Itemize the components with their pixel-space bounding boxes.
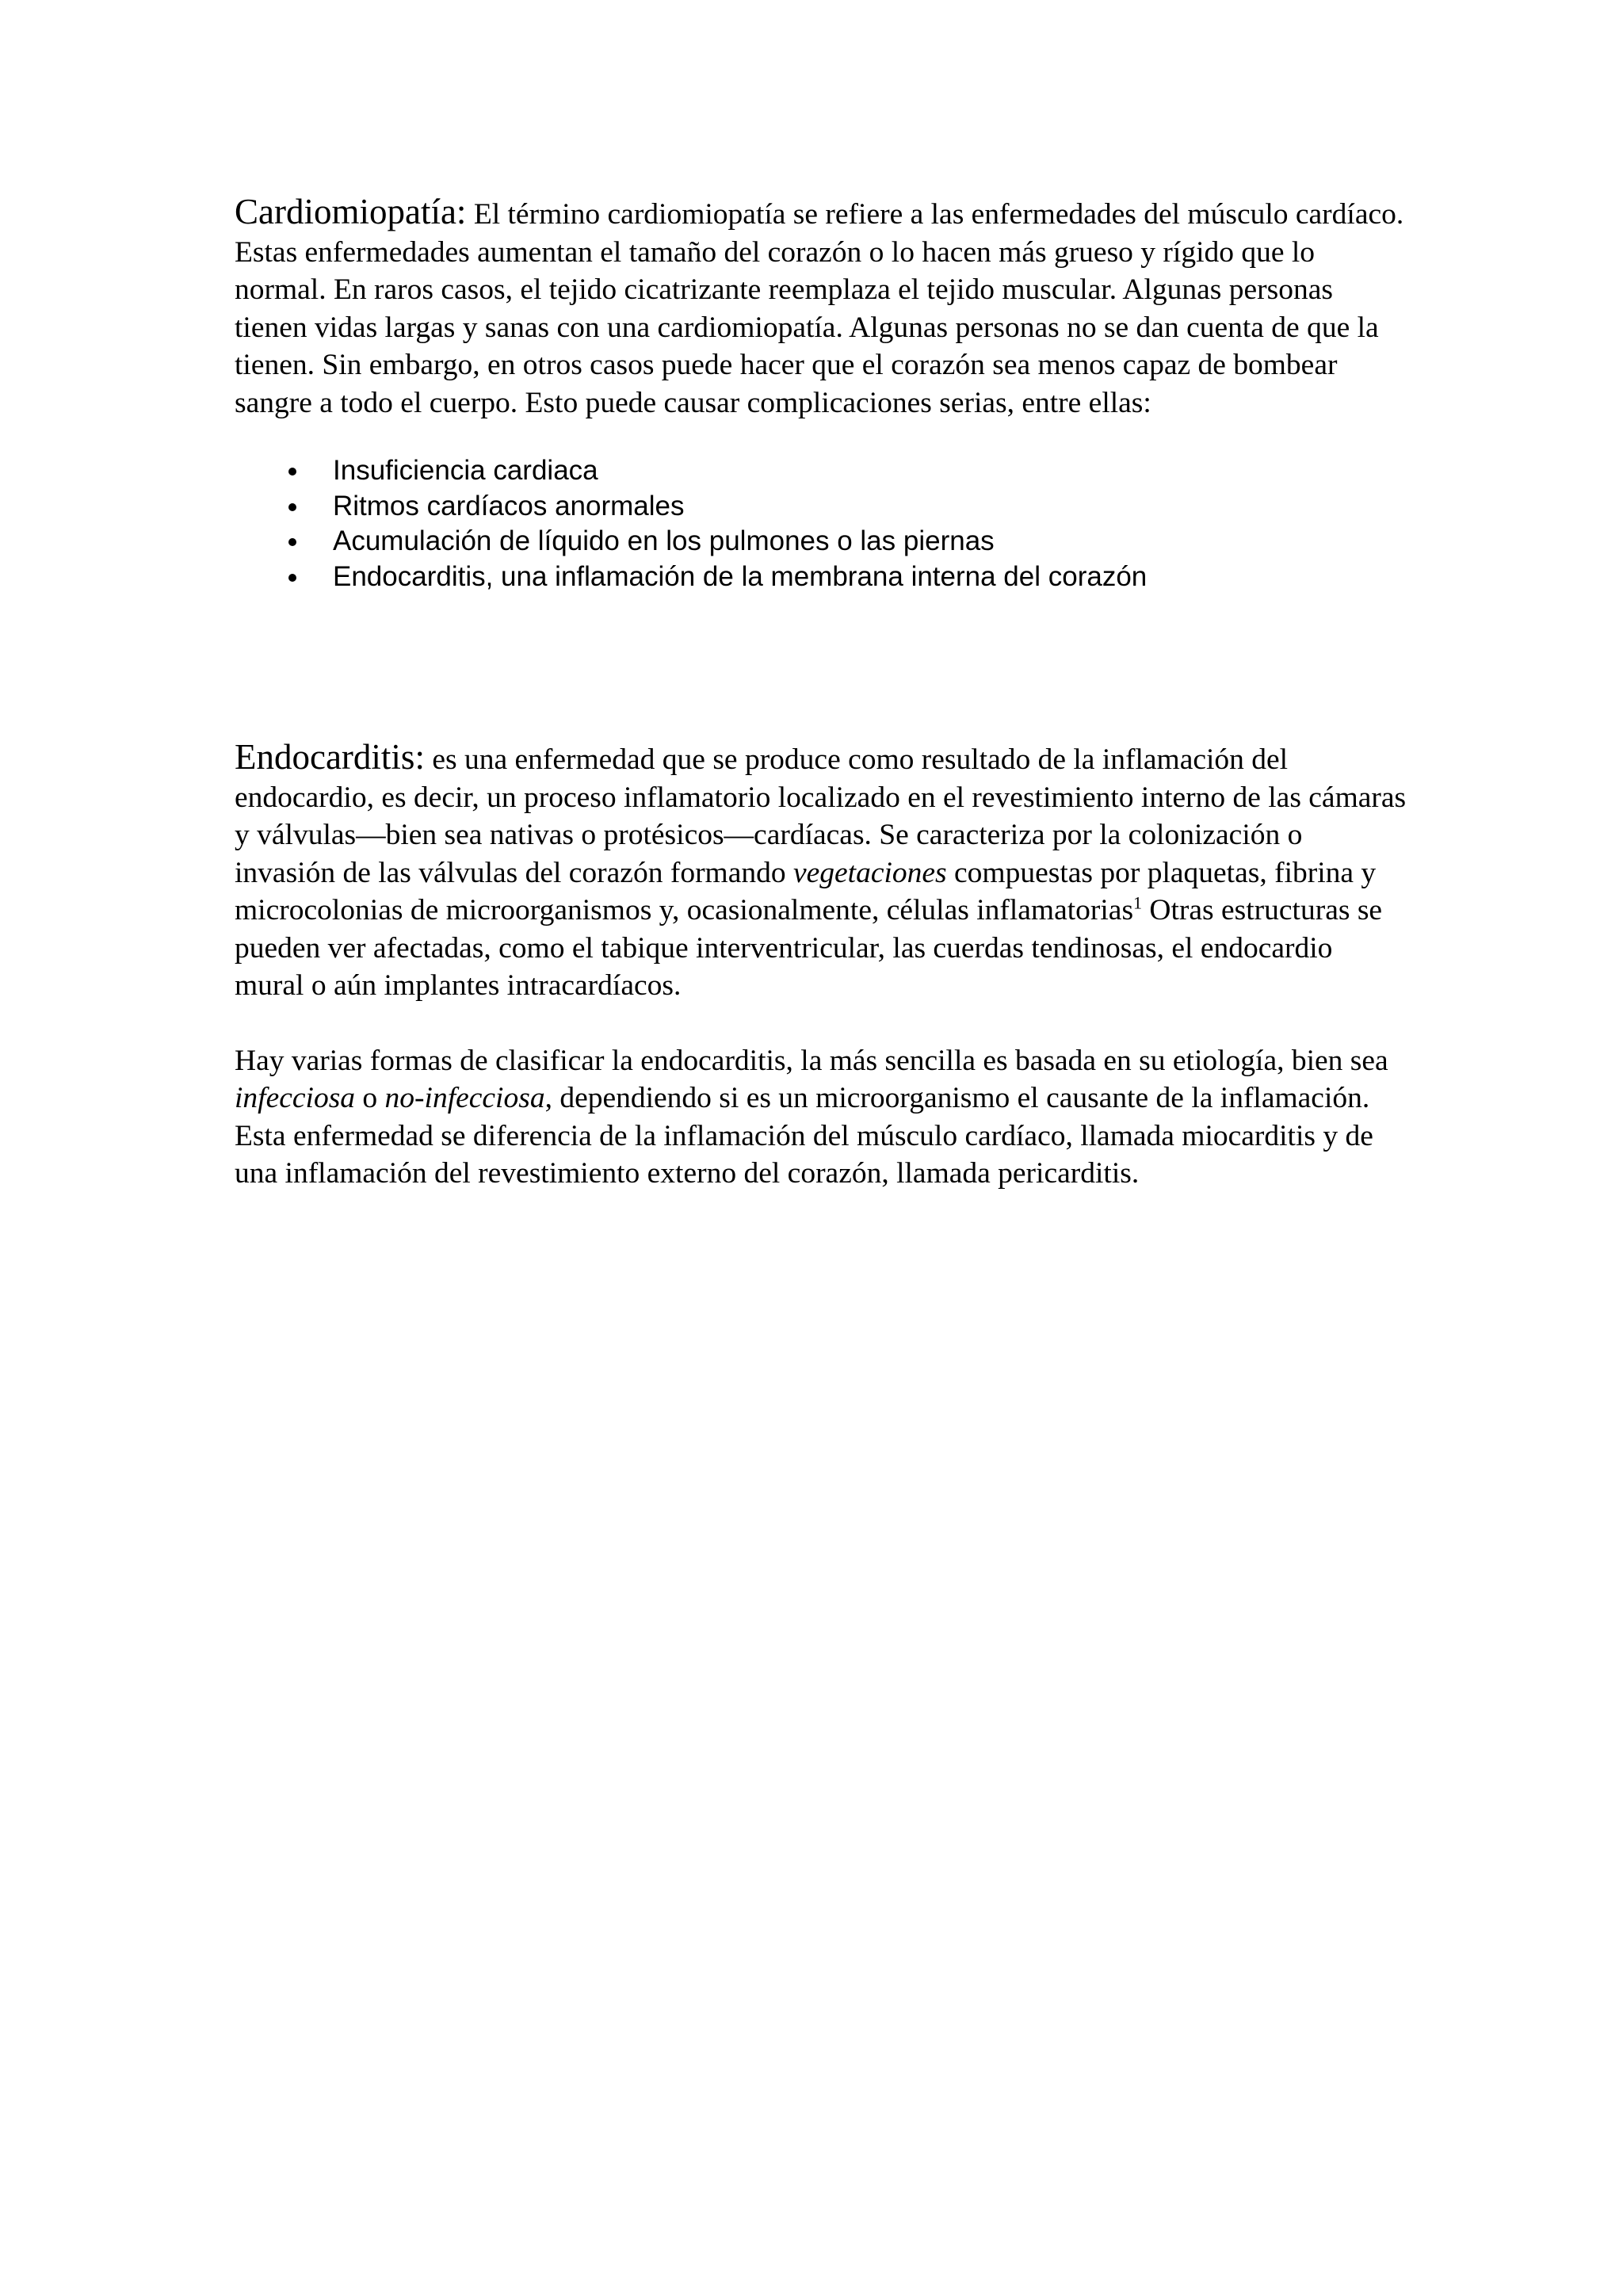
complications-list (235, 453, 1407, 594)
list-item-text: Insuficiencia cardiaca (333, 455, 598, 486)
list-item (235, 453, 1407, 489)
infecciosa-emphasis: infecciosa (235, 1082, 356, 1114)
vegetaciones-emphasis: vegetaciones (793, 856, 947, 889)
classification-text-c: , dependiendo si es un microorganismo el causante de la inflamación. Esta enfermedad se diferencia de la inflamación del músculo cardíaco, llamada miocarditis y de una inflamación del revestimiento externo del corazón, llamada pericarditis. (235, 1082, 1373, 1190)
footnote-reference: 1 (1133, 892, 1143, 913)
list-item-text: Acumulación de líquido en los pulmones o las piernas (333, 525, 995, 556)
cardiomiopatia-paragraph (235, 193, 1407, 422)
cardiomiopatia-term: Cardiomiopatía: (235, 192, 467, 231)
bullet-dot-icon (288, 574, 296, 582)
bullet-dot-icon (288, 503, 296, 511)
endocarditis-paragraph (235, 739, 1407, 1005)
classification-paragraph (235, 1042, 1407, 1193)
bullet-dot-icon (288, 468, 296, 476)
list-item (235, 560, 1407, 595)
no-infecciosa-emphasis: no-infecciosa (384, 1082, 545, 1114)
classification-text-a: Hay varias formas de clasificar la endocarditis, la más sencilla es basada en su etiología, bien sea (235, 1044, 1388, 1077)
endocarditis-text-b: compuestas por plaquetas, fibrina y microcolonias de microorganismos y, ocasionalmente, células inflamatorias (235, 856, 1377, 926)
list-item (235, 489, 1407, 525)
endocarditis-text-c: Otras estructuras se pueden ver afectadas, como el tabique interventricular, las cuerdas tendinosas, el endocardio mural o aún implantes intracardíacos. (235, 894, 1383, 1002)
list-item-text: Ritmos cardíacos anormales (333, 490, 685, 521)
endocarditis-text-a: es una enfermedad que se produce como resultado de la inflamación del endocardio, es decir, un proceso inflamatorio localizado en el revestimiento interno de las cámaras y válvulas—bien sea nativas o protésicos—cardíacas. Se caracteriza por la colonización o invasión de las válvulas del corazón formando (235, 743, 1407, 889)
endocarditis-term: Endocarditis: (235, 737, 425, 777)
list-item-text: Endocarditis, una inflamación de la membrana interna del corazón (333, 560, 1148, 592)
paragraph-spacer (235, 1005, 1407, 1042)
bullet-dot-icon (288, 538, 296, 546)
classification-text-b: o (355, 1082, 385, 1114)
cardiomiopatia-text: El término cardiomiopatía se refiere a las enfermedades del músculo cardíaco. Estas enfermedades aumentan el tamaño del corazón o lo hacen más grueso y rígido que lo normal. En raros casos, el tejido cicatrizante reemplaza el tejido muscular. Algunas personas tienen vidas largas y sanas con una cardiomiopatía. Algunas personas no se dan cuenta de que la tienen. Sin embargo, en otros casos puede hacer que el corazón sea menos capaz de bombear sangre a todo el cuerpo. Esto puede causar complicaciones serias, entre ellas: (235, 198, 1404, 419)
list-item (235, 524, 1407, 560)
section-spacer (235, 594, 1407, 739)
document-body (235, 193, 1407, 1193)
